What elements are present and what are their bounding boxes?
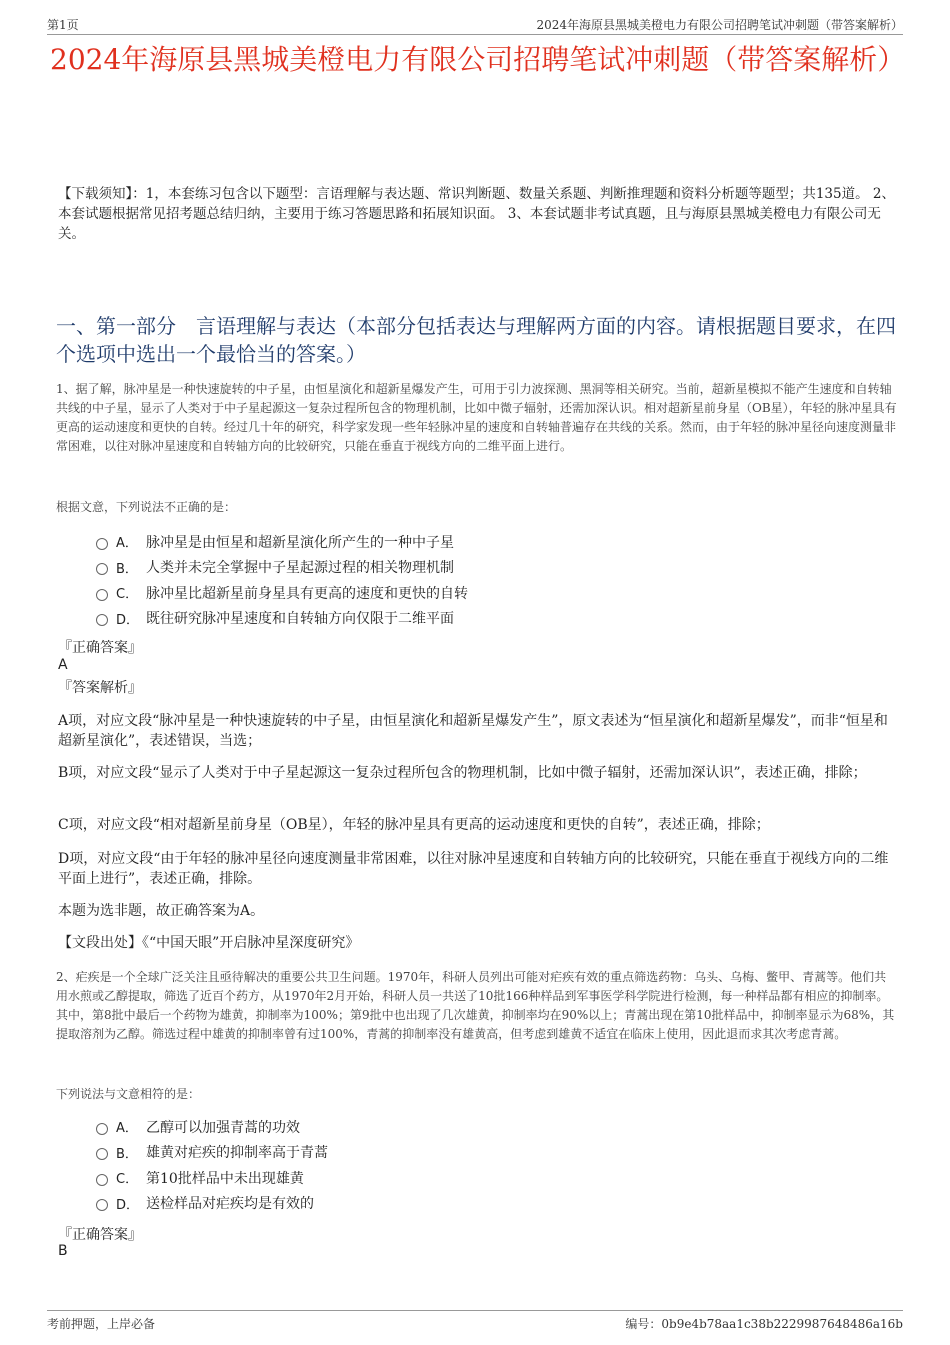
question-2-option-b[interactable]: B． 雄黄对疟疾的抑制率高于青蒿: [96, 1140, 796, 1166]
section-heading: 一、第一部分 言语理解与表达（本部分包括表达与理解两方面的内容。请根据题目要求，在四个选项中选出一个最恰当的答案。）: [56, 314, 896, 366]
page-header: [47, 14, 903, 35]
question-1-option-c[interactable]: C． 脉冲星比超新星前身星具有更高的速度和更快的自转: [96, 580, 796, 606]
footer-slogan: 考前押题，上岸必备: [47, 1317, 156, 1331]
question-2-option-d[interactable]: D． 送检样品对疟疾均是有效的: [96, 1191, 796, 1217]
download-notice: 【下载须知】：1，本套练习包含以下题型：言语理解与表达题、常识判断题、数量关系题、判断推理题和资料分析题等题型；共135道。 2、本套试题根据常见招考题总结归纳，主要用于练习答题思路和拓展知识面。 3、本套试题非考试真题，且与海原县黑城美橙电力有限公司无关。: [58, 186, 895, 242]
question-1-option-b[interactable]: B． 人类并未完全掌握中子星起源过程的相关物理机制: [96, 555, 796, 581]
page-number: 第1页: [47, 18, 79, 32]
question-1-options: [96, 529, 796, 631]
page-footer: [47, 1310, 903, 1333]
question-1-prompt: 根据文意，下列说法不正确的是：: [56, 500, 237, 514]
question-2-options: [96, 1114, 796, 1216]
header-doc-title: 2024年海原县黑城美橙电力有限公司招聘笔试冲刺题（带答案解析）: [536, 18, 903, 32]
radio-icon[interactable]: [96, 614, 108, 626]
question-1-answer: A: [58, 657, 68, 673]
radio-icon[interactable]: [96, 1123, 108, 1135]
radio-icon[interactable]: [96, 538, 108, 550]
question-1-analysis-b: B项，对应文段“显示了人类对于中子星起源这一复杂过程所包含的物理机制，比如中微子辐射，还需加深认识”，表述正确，排除；: [58, 765, 867, 781]
radio-icon[interactable]: [96, 1174, 108, 1186]
question-1-analysis-d: D项，对应文段“由于年轻的脉冲星径向速度测量非常困难，以往对脉冲星速度和自转轴方向的比较研究，只能在垂直于视线方向的二维平面上进行”，表述正确，排除。: [58, 851, 889, 887]
question-1-conclusion: 本题为选非题，故正确答案为A。: [58, 903, 265, 919]
footer-code: 编号：0b9e4b78aa1c38b2229987648486a16b: [625, 1317, 903, 1331]
question-2-text: 2、疟疾是一个全球广泛关注且亟待解决的重要公共卫生问题。1970年，科研人员列出可能对疟疾有效的重点筛选药物：乌头、乌梅、鳖甲、青蒿等。他们共用水煎或乙醇提取，筛选了近百个药方，从1970年2月开始，科研人员一共送了10批166种样品到军事医学科学院进行检测，每一种样品都有相应的抑制率。其中，第8批中最后一个药物为雄黄，抑制率为100%；第9批中也出现了几次雄黄，抑制率均在90%以上；青蒿出现在第10批样品中，抑制率显示为68%，其提取溶剂为乙醇。筛选过程中雄黄的抑制率曾有过100%，青蒿的抑制率没有雄黄高，但考虑到雄黄不适宜在临床上使用，因此退而求其次考虑青蒿。: [56, 970, 895, 1041]
question-2-answer: B: [58, 1243, 68, 1259]
question-1-text: 1、据了解，脉冲星是一种快速旋转的中子星，由恒星演化和超新星爆发产生，可用于引力波探测、黑洞等相关研究。当前，超新星模拟不能产生速度和自转轴共线的中子星，显示了人类对于中子星起源这一复杂过程所包含的物理机制，比如中微子辐射，还需加深认识。相对超新星前身星（OB星），年轻的脉冲星具有更高的运动速度和更快的自转。经过几十年的研究，科学家发现一些年轻脉冲星的速度和自转轴普遍存在共线的关系。然而，由于年轻的脉冲星径向速度测量非常困难，以往对脉冲星速度和自转轴方向的比较研究，只能在垂直于视线方向的二维平面上进行。: [56, 382, 897, 453]
question-1-analysis-a: A项，对应文段“脉冲星是一种快速旋转的中子星，由恒星演化和超新星爆发产生”，原文表述为“恒星演化和超新星爆发”，而非“恒星和超新星演化”，表述错误，当选；: [58, 713, 888, 749]
question-1-option-a[interactable]: A． 脉冲星是由恒星和超新星演化所产生的一种中子星: [96, 529, 796, 555]
question-1-analysis-c: C项，对应文段“相对超新星前身星（OB星），年轻的脉冲星具有更高的运动速度和更快的自转”，表述正确，排除；: [58, 817, 770, 833]
question-1-analysis-label: 『答案解析』: [58, 680, 142, 696]
question-2-option-c[interactable]: C． 第10批样品中未出现雄黄: [96, 1165, 796, 1191]
radio-icon[interactable]: [96, 589, 108, 601]
radio-icon[interactable]: [96, 1148, 108, 1160]
question-1-answer-label: 『正确答案』: [58, 640, 142, 656]
radio-icon[interactable]: [96, 563, 108, 575]
question-2-answer-label: 『正确答案』: [58, 1227, 142, 1243]
document-title: 2024年海原县黑城美橙电力有限公司招聘笔试冲刺题（带答案解析）: [50, 43, 906, 76]
question-2-option-a[interactable]: A． 乙醇可以加强青蒿的功效: [96, 1114, 796, 1140]
question-2-prompt: 下列说法与文意相符的是：: [56, 1087, 201, 1101]
radio-icon[interactable]: [96, 1199, 108, 1211]
question-1-source: 【文段出处】《“中国天眼”开启脉冲星深度研究》: [58, 935, 360, 951]
question-1-option-d[interactable]: D． 既往研究脉冲星速度和自转轴方向仅限于二维平面: [96, 606, 796, 632]
